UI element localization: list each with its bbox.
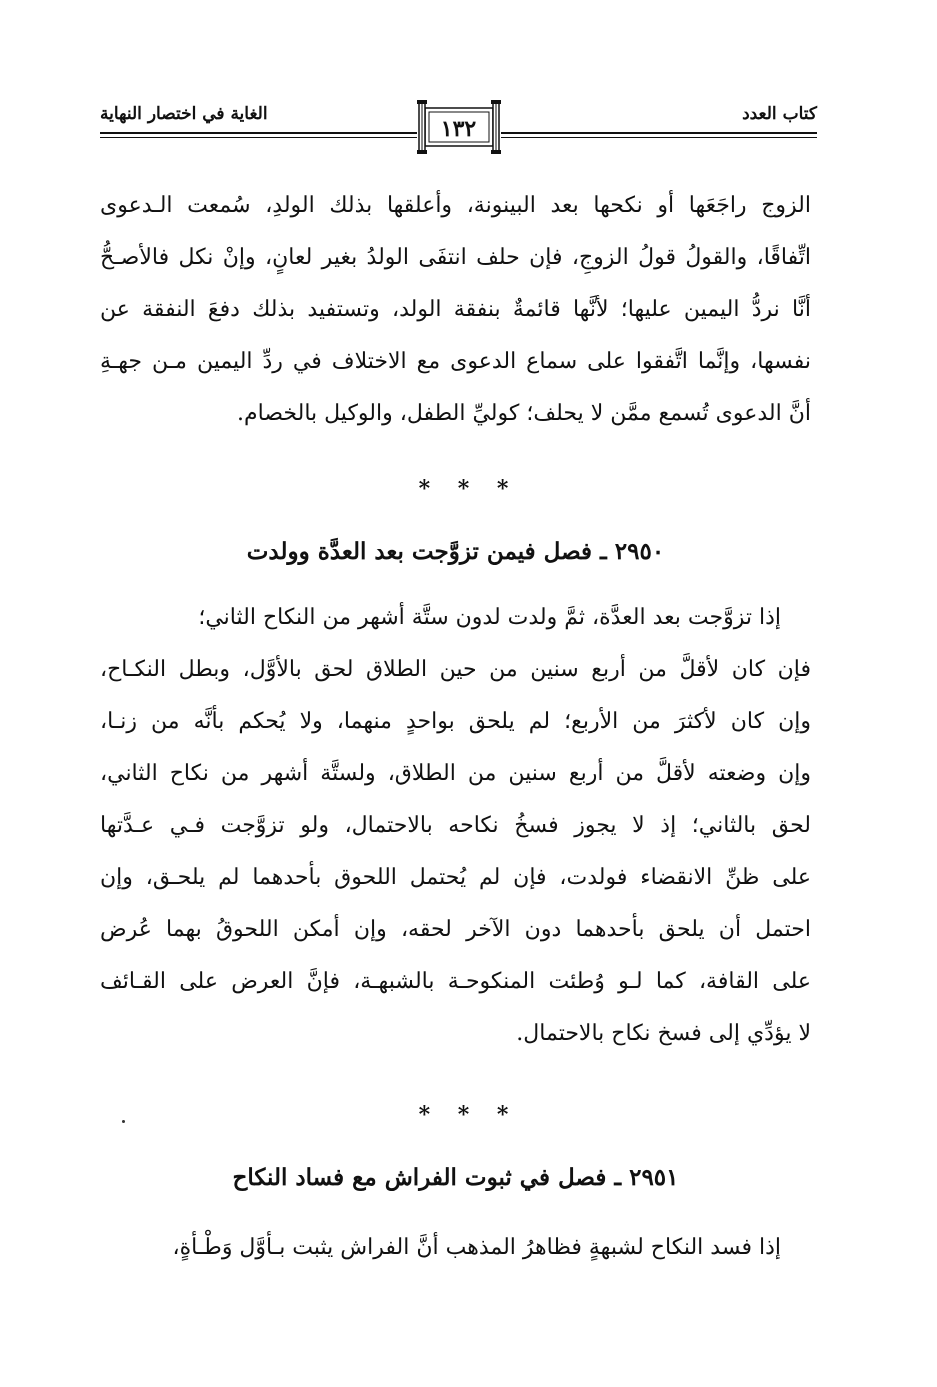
paragraph-continuation <box>100 180 811 440</box>
section-heading-2951: ٢٩٥١ ـ فصل في ثبوت الفراش مع فساد النكاح <box>232 1164 679 1191</box>
text-line: إذا فسد النكاح لشبهةٍ فظاهرُ المذهب أنَّ الفراش يثبت بـأوَّل وَطْـأةٍ، <box>172 1235 781 1260</box>
text-line: احتمل أن يلحق بأحدهما دون الآخر لحقه، وإن أمكن اللحوقُ بهما عُرض <box>100 917 811 942</box>
text-line: اتِّفاقًا، والقولُ قولُ الزوجِ، فإن حلف انتفَى الولدُ بغير لعانٍ، وإنْ نكل فالأصـحُّ <box>100 245 811 270</box>
text-line: الزوج راجَعَها أو نكحها بعد البينونة، وأعلقها بذلك الولدِ، سُمعت الـدعوى <box>100 193 811 218</box>
page-number: ١٣٢ <box>440 116 477 142</box>
section-2950-body <box>100 592 811 1060</box>
text-line: أنَّ الدعوى تُسمع ممَّن لا يحلف؛ كوليِّ الطفل، والوكيل بالخصام. <box>237 401 811 426</box>
section-heading-2950: ٢٩٥٠ ـ فصل فيمن تزوَّجت بعد العدَّة وولدت <box>246 538 665 565</box>
section-separator: * * * <box>418 476 519 502</box>
text-line: نفسها، وإنَّما اتَّفقوا على سماع الدعوى مع الاختلاف في ردِّ اليمين مـن جهـةِ <box>100 349 811 374</box>
chapter-title: كتاب العدد <box>742 104 817 124</box>
text-line: على ظنِّ الانقضاء فولدت، فإن لم يُحتمل اللحوق بأحدهما لم يلحـق، وإن <box>100 865 811 890</box>
book-title: الغاية في اختصار النهاية <box>100 104 268 124</box>
text-line: أنَّا نردُّ اليمين عليها؛ لأنَّها قائمةٌ بنفقة الولد، وتستفيد بذلك دفعَ النفقة عن <box>100 297 811 322</box>
text-line: لحق بالثاني؛ إذ لا يجوز فسخُ نكاحه بالاحتمال، ولو تزوَّجت فـي عـدَّتها <box>100 813 811 838</box>
text-line: وإن كان لأكثرَ من الأربع؛ لم يلحق بواحدٍ منهما، ولا يُحكم بأنَّه من زنـا، <box>100 709 811 734</box>
section-2951-body <box>100 1222 811 1274</box>
stray-dot <box>122 1120 125 1123</box>
text-line: وإن وضعته لأقلَّ من أربع سنين من الطلاق، ولستَّة أشهر من نكاح الثاني، <box>100 761 811 786</box>
page-number-frame <box>417 98 501 154</box>
section-separator: * * * <box>418 1102 519 1128</box>
text-line: لا يؤدِّي إلى فسخ نكاح بالاحتمال. <box>516 1021 811 1046</box>
text-line: إذا تزوَّجت بعد العدَّة، ثمَّ ولدت لدون ستَّة أشهر من النكاح الثاني؛ <box>198 605 781 630</box>
text-line: على القافة، كما لـو وُطئت المنكوحـة بالشبهـة، فإنَّ العرض على القـائف <box>100 969 811 994</box>
text-line: فإن كان لأقلَّ من أربع سنين من حين الطلاق لحق بالأوَّل، وبطل النكـاح، <box>100 657 811 682</box>
page-header <box>100 98 817 160</box>
